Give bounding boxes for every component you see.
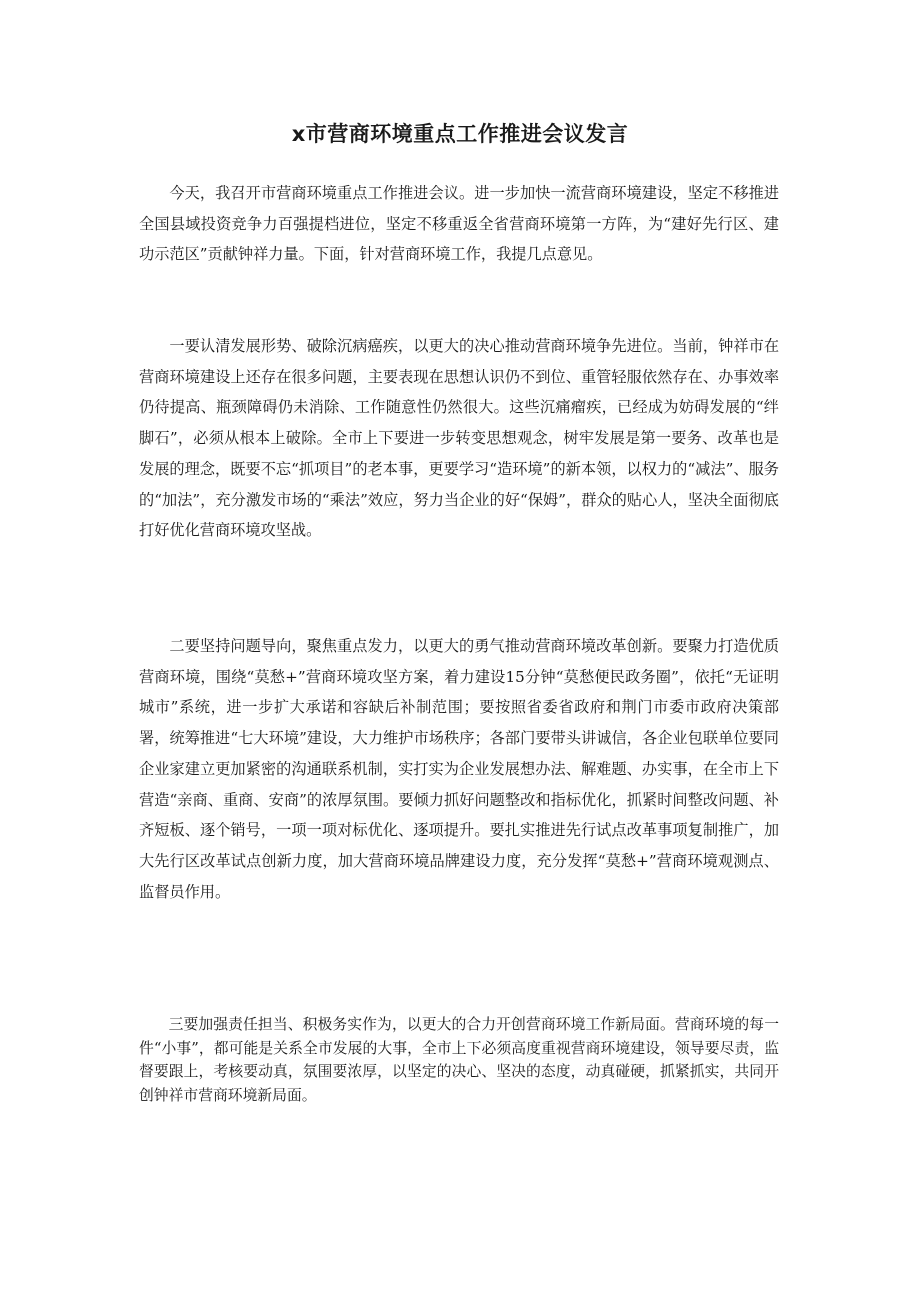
document-title: x市营商环境重点工作推进会议发言 bbox=[291, 122, 629, 146]
paragraph-point-three: 三要加强责任担当、积极务实作为，以更大的合力开创营商环境工作新局面。营商环境的每一件“小事”，都可能是关系全市发展的大事，全市上下必须高度重视营商环境建设，领导要尽责，监督要跟上，考核要动真，氛围要浓厚，以坚定的决心、坚决的态度，动真碰硬，抓紧抓实，共同开创钟祥市营商环境新局面。 bbox=[139, 1016, 779, 1104]
paragraph-intro: 今天，我召开市营商环境重点工作推进会议。进一步加快一流营商环境建设，坚定不移推进全国县域投资竞争力百强提档进位，坚定不移重返全省营商环境第一方阵，为“建好先行区、建功示范区”贡献钟祥力量。下面，针对营商环境工作，我提几点意见。 bbox=[139, 184, 779, 263]
paragraph-point-one: 一要认清发展形势、破除沉病癌疾，以更大的决心推动营商环境争先进位。当前，钟祥市在营商环境建设上还存在很多问题，主要表现在思想认识仍不到位、重管轻服依然存在、办事效率仍待提高、瓶颈障碍仍未消除、工作随意性仍然很大。这些沉痛瘤疾，已经成为妨碍发展的“绊脚石”，必须从根本上破除。全市上下要进一步转变思想观念，树牢发展是第一要务、改革也是发展的理念，既要不忘“抓项目”的老本事，更要学习“造环境”的新本领，以权力的“减法”、服务的“加法”，充分激发市场的“乘法”效应，努力当企业的好“保姆”，群众的贴心人，坚决全面彻底打好优化营商环境攻坚战。 bbox=[139, 337, 779, 540]
paragraph-point-two: 二要坚持问题导向，聚焦重点发力，以更大的勇气推动营商环境改革创新。要聚力打造优质营商环境，围绕“莫愁+”营商环境攻坚方案，着力建设15分钟“莫愁便民政务圈”，依托“无证明城市”系统，进一步扩大承诺和容缺后补制范围；要按照省委省政府和荆门市委市政府决策部署，统筹推进“七大环境”建设，大力维护市场秩序；各部门要带头讲诚信，各企业包联单位要同企业家建立更加紧密的沟通联系机制，实打实为企业发展想办法、解难题、办实事，在全市上下营造“亲商、重商、安商”的浓厚氛围。要倾力抓好问题整改和指标优化，抓紧时间整改问题、补齐短板、逐个销号，一项一项对标优化、逐项提升。要扎实推进先行试点改革事项复制推广，加大先行区改革试点创新力度，加大营商环境品牌建设力度，充分发挥“莫愁+”营商环境观测点、监督员作用。 bbox=[139, 637, 779, 901]
